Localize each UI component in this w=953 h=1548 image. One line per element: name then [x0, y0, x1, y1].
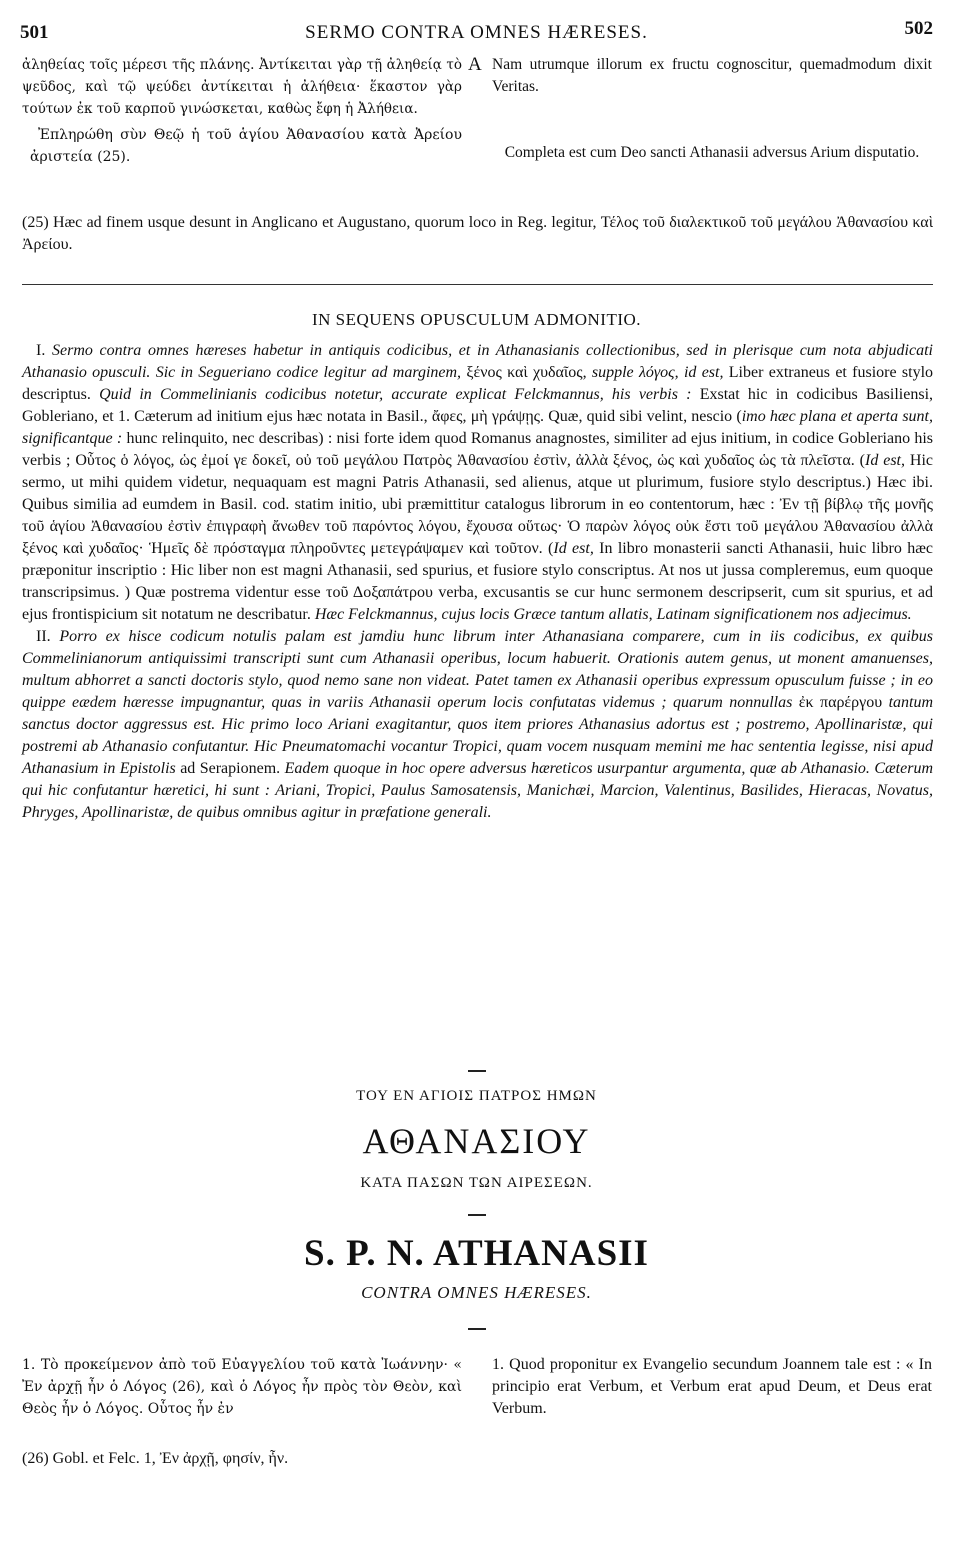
- greek-title-line-2: ΑΘΑΝΑΣΙΟΥ: [362, 1121, 591, 1161]
- column-marker-a: A: [468, 54, 482, 75]
- page-number-left: 501: [20, 22, 49, 43]
- section-divider: [22, 284, 933, 285]
- page-number-right: 502: [904, 18, 933, 39]
- admonitio-heading: IN SEQUENS OPUSCULUM ADMONITIO.: [311, 310, 642, 329]
- running-title: SERMO CONTRA OMNES HÆRESES.: [305, 22, 648, 43]
- admonitio-body: [22, 340, 933, 824]
- latin-colophon: Completa est cum Deo sancti Athanasii adversus Arium disputatio.: [504, 144, 920, 161]
- greek-colophon: Ἐπληρώθη σὺν Θεῷ ἡ τοῦ ἁγίου Ἀθανασίου κατὰ Ἀρείου ἀριστεία (25).: [30, 127, 462, 165]
- footnote-25: (25) Hæc ad finem usque desunt in Anglicano et Augustano, quorum loco in Reg. legitur, Τέλος τοῦ διαλεκτικοῦ τοῦ μεγάλου Ἀθανασίου καὶ Ἀρείου.: [22, 214, 933, 253]
- admonitio-paragraph-1: I. Sermo contra omnes hæreses habetur in antiquis codicibus, et in Athanasianis collectionibus, sed in plerisque cum nota abjudicati Athanasio opusculi. Sic in Segueriano codice legitur ad marginem, ξένος καὶ χυδαῖος, supple λόγος, id est, Liber extraneus et fusiore stylo descriptus. Quid in Commelinianis codicibus notetur, accurate explicat Felckmannus, his verbis : Exstat hic in codicibus Basiliensi, Gobleriano, et 1. Cæterum ad initium ejus hæc notata in Basil., ἄφες, μὴ γράψῃς. Quæ, quid sibi velint, nescio (imo hæc plana et aperta sunt, significantque : hunc relinquito, nec describas) : nisi forte idem quod Romanus anagnostes, similiter ad ejus initium, in codice Gobleriano his verbis ; Οὗτος ὁ λόγος, ὡς ἐμοί γε δοκεῖ, οὐ τοῦ μεγάλου Πατρὸς Ἀθανασίου ἐστὶν, ἀλλὰ ξένος, ὡς καὶ χυδαῖος ὡς τὰ πλεῖστα. (Id est, Hic sermo, ut mihi quidem videtur, nequaquam est magni Patris Athanasii, sed alienus, atque ut plurimum, fusiore stylo descriptus.) Hæc ibi. Quibus similia ad eumdem in Basil. cod. statim initio, ubi præmittitur catalogus librorum in eo contentorum, hæc : Ἐν τῇ βίβλῳ τῆς μονῆς τοῦ ἁγίου Ἀθανασίου ἐστὶν ἐπιγραφὴ ἄνωθεν τοῦ παρόντος λόγου, ἔχουσα οὕτως· Ὁ παρὼν λόγος οὐκ ἔστι τοῦ μεγάλου Ἀθανασίου ἀλλὰ ξένος καὶ χυδαῖος· Ἡμεῖς δὲ πρόσταγμα πληροῦντες μετεγράψαμεν καὶ τοῦτον. (Id est, In libro monasterii sancti Athanasii, huic libro hæc præponitur inscriptio : Hic liber non est magni Athanasii, sed spurius, et fusiore stylo conscriptus. At nos ut jussa compleremus, eum quoque transcripsimus. ) Quæ postrema videntur esse τοῦ Δοξαπάτρου verba, excusantis se cur hunc sermonem descripserit, cum sit spurius, et ad ejus frontispicium sit notatum ne describatur. Hæc Felckmannus, cujus locis Græce tantum allatis, Latinam significationem nos adjecimus.: [22, 342, 934, 623]
- title-dash-3: [468, 1328, 486, 1330]
- admonitio-paragraph-2: II. Porro ex hisce codicum notulis palam est jamdiu hunc librum inter Athanasiana comparere, cum in iis codicibus, ex quibus Commelinianorum antiquissimi transcripti sunt cum Athanasii operibus, locum habuerit. Orationis autem genus, ut monent amanuenses, multum abhorret a sancti doctoris stylo, quod nemo sane non videat. Patet tamen ex Athanasii operibus expressum opusculum fuisse ; in eo quippe eædem hæresse impugnantur, quas in variis Athanasii operum locis confutatas videmus ; quarum nonnullas ἐκ παρέργου tantum sanctus doctor aggressus est. Hic primo loco Ariani exagitantur, quos item priores Athanasius adortus est ; postremo, Apollinaristæ, qui postremi ab Athanasio confutantur. Hic Pneumatomachi vocantur Tropici, quam vocem nusquam memini me hac sententia legisse, nisi apud Athanasium in Epistolis ad Serapionem. Eadem quoque in hoc opere adversus hæreticos usurpantur argumenta, quæ ab Athanasio. Cæterum qui hic confutantur hæretici, hi sunt : Ariani, Tropici, Paulus Samosatensis, Manichæi, Marcion, Valentinus, Basilides, Hieracas, Novatus, Phryges, Apollinaristæ, de quibus omnibus agitur in præfatione generali.: [22, 628, 934, 821]
- latin-title-line-2: CONTRA OMNES HÆRESES.: [361, 1283, 592, 1302]
- section-1-latin: 1. Quod proponitur ex Evangelio secundum Joannem tale est : « In principio erat Verbum, et Verbum erat apud Deum, et Deus erat Verbum.: [492, 1356, 932, 1417]
- greek-text-top: ἀληθείας τοῖς μέρεσι τῆς πλάνης. Ἀντίκειται γὰρ τῇ ἀληθείᾳ τὸ ψεῦδος, καὶ τῷ ψεύδει ἀντίκειται ἡ ἀλήθεια· ἕκαστον γὰρ τούτων ἐκ τοῦ καρποῦ γινώσκεται, καθὼς ἔφη ἡ Ἀλήθεια.: [22, 57, 462, 117]
- latin-text-top: Nam utrumque illorum ex fructu cognoscitur, quemadmodum dixit Veritas.: [492, 56, 932, 95]
- title-dash-1: [468, 1070, 486, 1072]
- greek-title-line-1: ΤΟΥ ΕΝ ΑΓΙΟΙΣ ΠΑΤΡΟΣ ΗΜΩΝ: [356, 1088, 597, 1104]
- title-dash-2: [468, 1214, 486, 1216]
- greek-column-top: [22, 54, 462, 168]
- greek-title-line-3: ΚΑΤΑ ΠΑΣΩΝ ΤΩΝ ΑΙΡΕΣΕΩΝ.: [360, 1175, 593, 1191]
- section-1-greek: 1. Τὸ προκείμενον ἀπὸ τοῦ Εὐαγγελίου τοῦ κατὰ Ἰωάννην· « Ἐν ἀρχῇ ἦν ὁ Λόγος (26), καὶ ὁ Λόγος ἦν πρὸς τὸν Θεὸν, καὶ Θεὸς ἦν ὁ Λόγος. Οὗτος ἦν ἐν: [22, 1357, 462, 1417]
- footnote-26: (26) Gobl. et Felc. 1, Ἐν ἀρχῇ, φησίν, ἦν.: [22, 1450, 289, 1467]
- latin-title-line-1: S. P. N. ATHANASII: [304, 1233, 649, 1274]
- latin-column-top: [492, 54, 932, 164]
- running-header: [20, 18, 933, 46]
